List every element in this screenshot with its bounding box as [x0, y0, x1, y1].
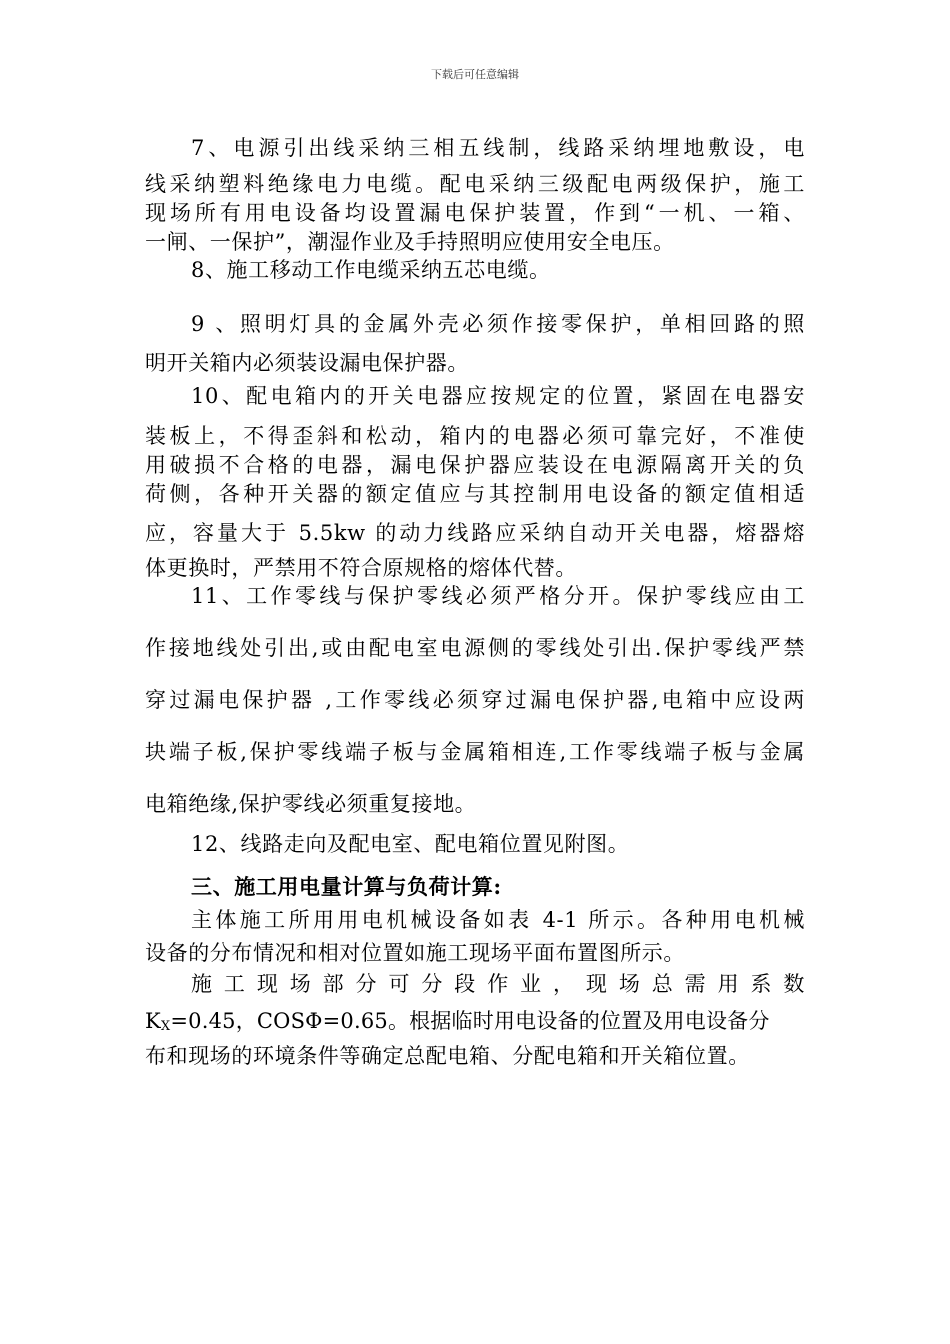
k-symbol: K [145, 1009, 161, 1033]
text-line: 11、工作零线与保护零线必须严格分开。保护零线应由工 [191, 584, 805, 608]
text-line: 穿过漏电保护器 ,工作零线必须穿过漏电保护器,电箱中应设两 [145, 688, 805, 712]
text-line: 施工现场部分可分段作业，现场总需用系数 [191, 972, 805, 996]
text-line: 10、配电箱内的开关电器应按规定的位置，紧固在电器安 [191, 384, 805, 408]
paragraph-10 [145, 382, 805, 583]
text-line: 7、电源引出线采纳三相五线制，线路采纳埋地敷设，电 [191, 136, 805, 160]
page-header-note: 下载后可任意编辑 [431, 68, 519, 81]
paragraph-equipment [145, 906, 805, 968]
paragraph-coefficients [145, 970, 805, 1071]
k-subscript: X [160, 1019, 171, 1034]
paragraph-7 [145, 134, 805, 257]
text-line: 现场所有用电设备均设置漏电保护装置，作到“一机、一箱、 [145, 201, 805, 225]
paragraph-11 [145, 582, 805, 819]
text-line: 8、施工移动工作电缆采纳五芯电缆。 [191, 258, 551, 282]
text-line: 用破损不合格的电器，漏电保护器应装设在电源隔离开关的负 [145, 453, 805, 477]
text-line: 设备的分布情况和相对位置如施工现场平面布置图所示。 [145, 941, 685, 965]
paragraph-12 [145, 830, 805, 859]
text-line: 主体施工所用用电机械设备如表 4-1 所示。各种用电机械 [191, 908, 805, 932]
text-line: 9 、照明灯具的金属外壳必须作接零保护，单相回路的照 [191, 312, 805, 336]
text-line: 块端子板,保护零线端子板与金属箱相连,工作零线端子板与金属 [145, 740, 805, 764]
coefficient-text: =0.45，COSΦ=0.65。根据临时用电设备的位置及用电设备分 [170, 1009, 770, 1033]
section-heading [145, 872, 805, 901]
text-line-with-coefficient [145, 1007, 805, 1036]
text-line: 应，容量大于 5.5kw 的动力线路应采纳自动开关电器，熔器熔 [145, 521, 805, 545]
text-line: 一闸、一保护”，潮湿作业及手持照明应使用安全电压。 [145, 230, 675, 254]
text-line: 体更换时，严禁用不符合原规格的熔体代替。 [145, 556, 577, 580]
text-line: 线采纳塑料绝缘电力电缆。配电采纳三级配电两级保护，施工 [145, 172, 805, 196]
text-line: 电箱绝缘,保护零线必须重复接地。 [145, 792, 477, 816]
text-line: 明开关箱内必须装设漏电保护器。 [145, 351, 469, 375]
text-line: 布和现场的环境条件等确定总配电箱、分配电箱和开关箱位置。 [145, 1044, 750, 1068]
section-title: 三、施工用电量计算与负荷计算: [191, 874, 502, 899]
paragraph-9 [145, 310, 805, 378]
text-line: 作接地线处引出,或由配电室电源侧的零线处引出.保护零线严禁 [145, 636, 805, 660]
paragraph-8 [145, 256, 805, 285]
text-line: 12、线路走向及配电室、配电箱位置见附图。 [191, 832, 630, 856]
text-line: 装板上，不得歪斜和松动，箱内的电器必须可靠完好，不准使 [145, 424, 805, 448]
text-line: 荷侧，各种开关器的额定值应与其控制用电设备的额定值相适 [145, 482, 805, 506]
